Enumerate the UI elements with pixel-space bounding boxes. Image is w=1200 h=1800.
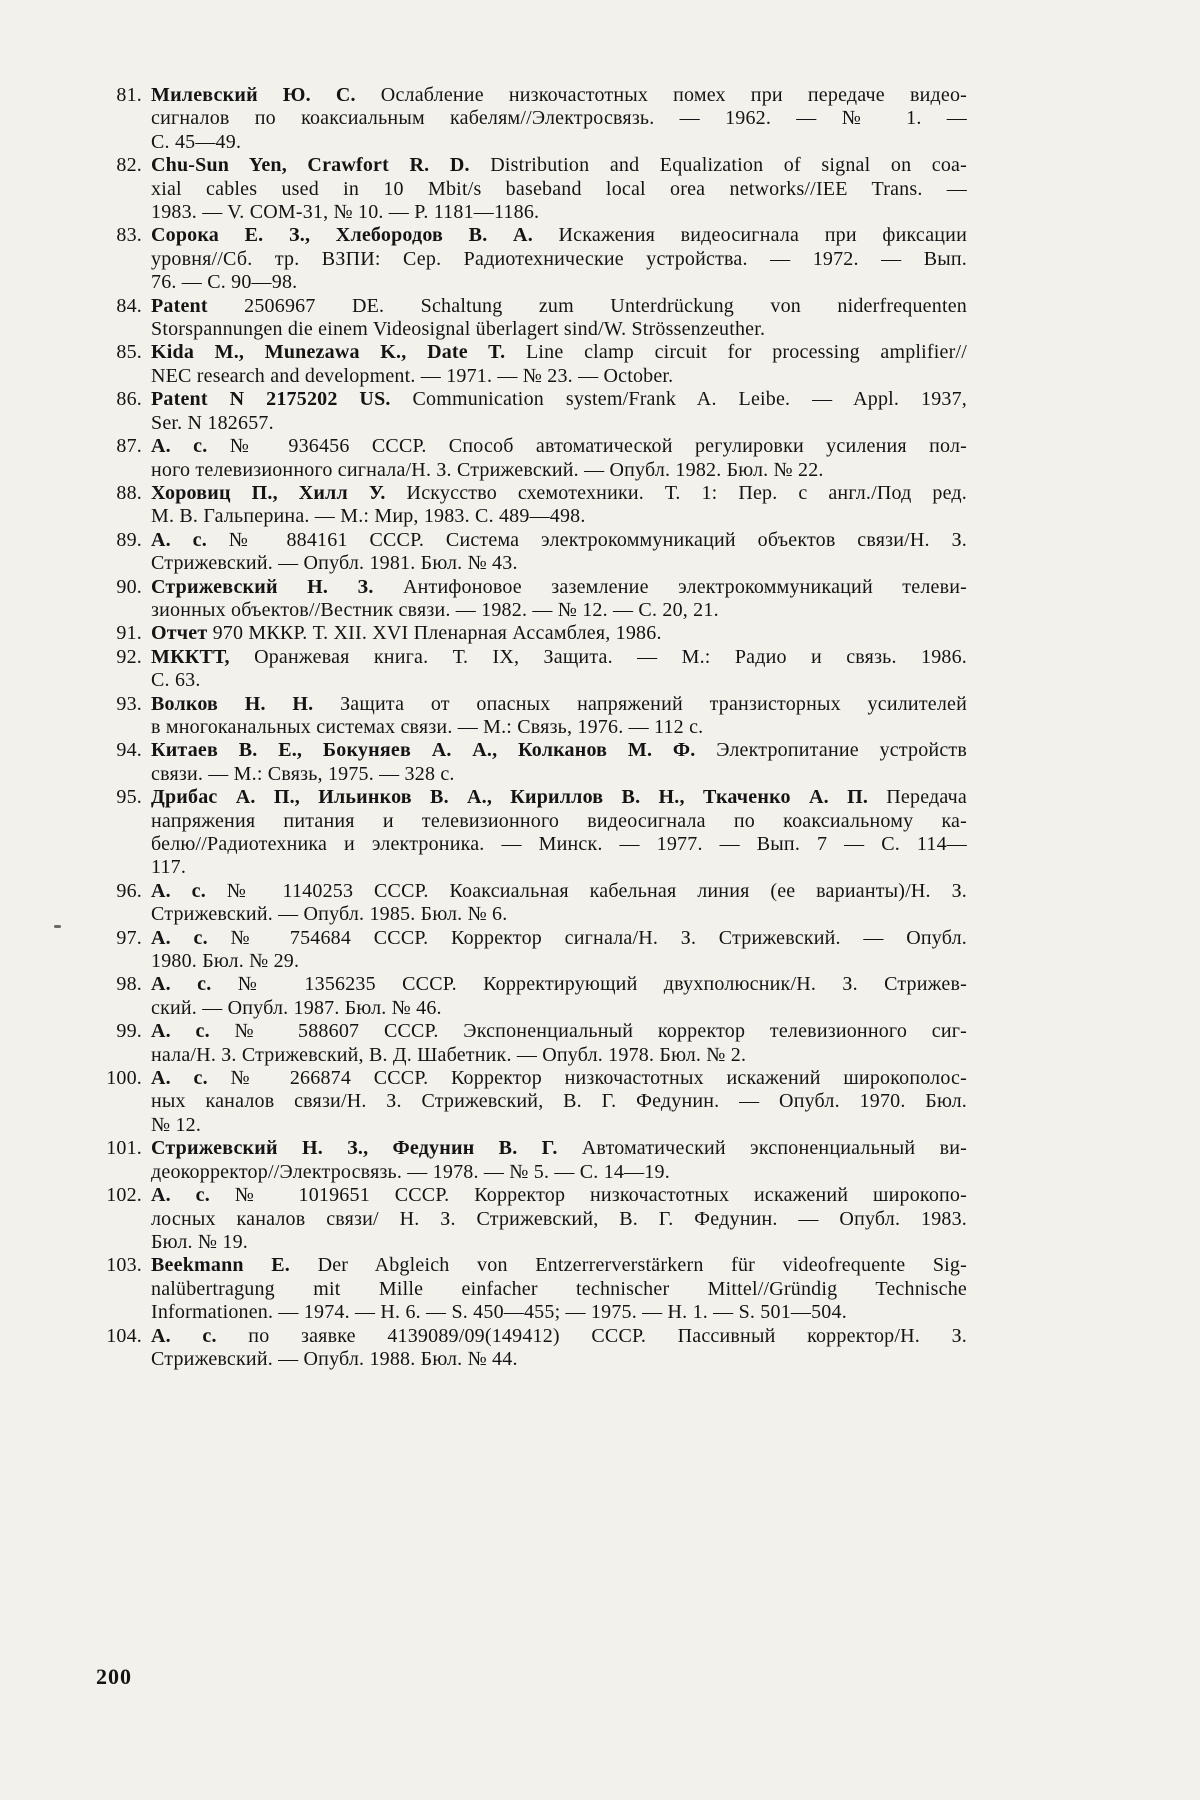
entry-line: напряжения питания и телевизионного видеосигнала по коаксиальному ка- [151,809,967,832]
entry-line: Storspannungen die einem Videosignal überlagert sind/W. Strössenzeuther. [151,318,766,341]
entry-number: 104. [106,1324,142,1347]
bib-entry [95,622,970,645]
entry-line: Стрижевский Н. З. Антифоновое заземление электрокоммуникаций телеви- [151,575,967,598]
bib-entry [95,1137,970,1184]
entry-line: А. с. № 1019651 СССР. Корректор низкочастотных искажений широкопо- [151,1184,967,1207]
entry-number: 91. [116,622,142,645]
bib-entry [95,739,970,786]
entry-line: А. с. № 1140253 СССР. Коаксиальная кабельная линия (ее варианты)/Н. З. [151,879,967,902]
bib-entry [95,1020,970,1067]
bib-entry [95,576,970,623]
entry-text [151,84,967,154]
entry-text [151,388,967,435]
entry-line: зионных объектов//Вестник связи. — 1982. — № 12. — С. 20, 21. [151,598,719,621]
entry-line: Kida M., Munezawa K., Date T. Line clamp circuit for processing amplifier// [151,341,968,364]
scan-artifact-mark [54,925,61,928]
entry-text [151,927,967,974]
entry-text [151,1184,967,1254]
entry-line: 1980. Бюл. № 29. [151,950,300,973]
entry-line: МККТТ, Оранжевая книга. Т. IX, Защита. — М.: Радио и связь. 1986. [151,645,967,668]
entry-number: 100. [106,1067,142,1090]
entry-text [151,529,967,576]
entry-line: Стрижевский. — Опубл. 1985. Бюл. № 6. [151,903,508,926]
entry-text [151,880,967,927]
entry-text [151,224,967,294]
entry-line: сигналов по коаксиальным кабелям//Электросвязь. — 1962. — № 1. — [151,107,967,130]
entry-line: Ser. N 182657. [151,411,274,434]
entry-number: 81. [116,84,142,106]
entry-number: 87. [116,435,142,458]
entry-line: ного телевизионного сигнала/Н. З. Стрижевский. — Опубл. 1982. Бюл. № 22. [151,458,824,481]
entry-line: Милевский Ю. С. Ослабление низкочастотных помех при передаче видео- [151,84,968,106]
entry-line: Сорока Е. З., Хлебородов В. А. Искажения видеосигнала при фиксации [151,224,967,247]
entry-number: 98. [116,973,142,996]
bibliography-list [95,84,970,1371]
bib-entry [95,786,970,880]
entry-line: А. с. № 936456 СССР. Способ автоматической регулировки усиления пол- [151,435,967,458]
entry-line: А. с. № 588607 СССР. Экспоненциальный корректор телевизионного сиг- [151,1020,967,1043]
entry-line: Patent 2506967 DE. Schaltung zum Unterdrückung von niderfrequenten [151,294,967,317]
entry-number: 89. [116,528,142,551]
bib-entry [95,84,970,154]
entry-number: 84. [116,294,142,317]
page-number: 200 [96,1664,132,1689]
bib-entry [95,973,970,1020]
entry-number: 94. [116,739,142,762]
entry-line: Хоровиц П., Хилл У. Искусство схемотехники. Т. 1: Пер. с англ./Под ред. [151,481,968,504]
bib-entry [95,880,970,927]
entry-line: 76. — С. 90—98. [151,271,298,294]
entry-line: Стрижевский. — Опубл. 1988. Бюл. № 44. [151,1347,518,1370]
entry-line: деокорректор//Электросвязь. — 1978. — № 5. — С. 14—19. [151,1160,670,1183]
entry-line: уровня//Сб. тр. ВЗПИ: Сер. Радиотехнические устройства. — 1972. — Вып. [151,247,967,270]
entry-line: Китаев В. Е., Бокуняев А. А., Колканов М. Ф. Электропитание устройств [151,739,967,762]
bib-entry [95,1254,970,1324]
entry-text [151,622,967,645]
entry-number: 99. [116,1020,142,1043]
entry-text [151,341,967,388]
entry-line: С. 45—49. [151,130,242,153]
entry-text [151,1325,967,1372]
entry-number: 85. [116,341,142,364]
entry-number: 90. [116,575,142,598]
bib-entry [95,482,970,529]
bib-entry [95,388,970,435]
bib-entry [95,1184,970,1254]
entry-number: 92. [116,645,142,668]
entry-line: А. с. № 884161 СССР. Система электрокоммуникаций объектов связи/Н. З. [151,528,967,551]
entry-line: ных каналов связи/Н. З. Стрижевский, В. Г. Федунин. — Опубл. 1970. Бюл. [151,1090,967,1113]
entry-text [151,646,967,693]
bib-entry [95,1325,970,1372]
bib-entry [95,341,970,388]
entry-line: 1983. — V. COM-31, № 10. — P. 1181—1186. [151,201,540,224]
bib-entry [95,646,970,693]
entry-number: 83. [116,224,142,247]
entry-line: Beekmann E. Der Abgleich von Entzerrerverstärkern für videofrequente Sig- [151,1254,967,1277]
entry-number: 82. [116,154,142,177]
entry-text [151,1067,967,1137]
entry-text [151,739,967,786]
entry-text [151,482,967,529]
entry-text [151,154,967,224]
bib-entry [95,295,970,342]
entry-text [151,1020,967,1067]
entry-text [151,1254,967,1324]
entry-text [151,435,967,482]
entry-line: в многоканальных системах связи. — М.: Связь, 1976. — 112 с. [151,715,704,738]
bib-entry [95,1067,970,1137]
bib-entry [95,224,970,294]
entry-line: А. с. № 266874 СССР. Корректор низкочастотных искажений широкополос- [151,1067,967,1090]
entry-text [151,576,967,623]
entry-line: А. с. № 754684 СССР. Корректор сигнала/Н. З. Стрижевский. — Опубл. [151,926,967,949]
entry-number: 93. [116,692,142,715]
entry-line: ский. — Опубл. 1987. Бюл. № 46. [151,996,442,1019]
entry-text [151,973,967,1020]
entry-line: Бюл. № 19. [151,1230,248,1253]
entry-line: Стрижевский Н. З., Федунин В. Г. Автоматический экспоненциальный ви- [151,1137,967,1160]
bib-entry [95,529,970,576]
entry-number: 101. [106,1137,142,1160]
entry-number: 102. [106,1184,142,1207]
entry-line: лосных каналов связи/ Н. З. Стрижевский, В. Г. Федунин. — Опубл. 1983. [151,1207,967,1230]
entry-line: Informationen. — 1974. — H. 6. — S. 450—455; — 1975. — H. 1. — S. 501—504. [151,1301,847,1324]
entry-line: А. с. № 1356235 СССР. Корректирующий двухполюсник/Н. З. Стрижев- [151,973,967,996]
entry-line: нала/Н. З. Стрижевский, В. Д. Шабетник. — Опубл. 1978. Бюл. № 2. [151,1043,747,1066]
entry-line: С. 63. [151,669,201,692]
entry-line: А. с. по заявке 4139089/09(149412) СССР. Пассивный корректор/Н. З. [151,1324,967,1347]
entry-line: Отчет 970 МККР. Т. XII. XVI Пленарная Ассамблея, 1986. [151,622,662,645]
entry-line: Волков Н. Н. Защита от опасных напряжений транзисторных усилителей [151,692,968,715]
entry-line: связи. — М.: Связь, 1975. — 328 с. [151,762,455,785]
entry-text [151,786,967,880]
entry-line: белю//Радиотехника и электроника. — Минск. — 1977. — Вып. 7 — С. 114— [151,833,967,855]
entry-number: 95. [116,786,142,809]
bib-entry [95,927,970,974]
entry-text [151,693,967,740]
entry-line: № 12. [151,1113,202,1136]
entry-number: 97. [116,926,142,949]
bib-entry [95,693,970,740]
entry-number: 96. [116,879,142,902]
entry-line: xial cables used in 10 Mbit/s baseband local orea networks//IEE Trans. — [151,177,967,200]
entry-line: nalübertragung mit Mille einfacher technischer Mittel//Gründig Technische [151,1277,967,1300]
entry-number: 88. [116,481,142,504]
entry-line: NEC research and development. — 1971. — № 23. — October. [151,364,674,387]
entry-text [151,1137,967,1184]
bib-entry [95,154,970,224]
entry-line: Patent N 2175202 US. Communication system/Frank A. Leibe. — Appl. 1937, [151,388,968,411]
entry-line: 117. [151,856,187,879]
entry-line: Стрижевский. — Опубл. 1981. Бюл. № 43. [151,552,518,575]
entry-text [151,295,967,342]
entry-number: 86. [116,388,142,411]
entry-number: 103. [106,1254,142,1277]
bib-entry [95,435,970,482]
entry-line: Дрибас А. П., Ильинков В. А., Кириллов В. Н., Ткаченко А. П. Передача [151,786,967,809]
entry-line: М. В. Гальперина. — М.: Мир, 1983. С. 489—498. [151,505,586,528]
entry-line: Chu-Sun Yen, Crawfort R. D. Distribution and Equalization of signal on coa- [151,154,967,177]
